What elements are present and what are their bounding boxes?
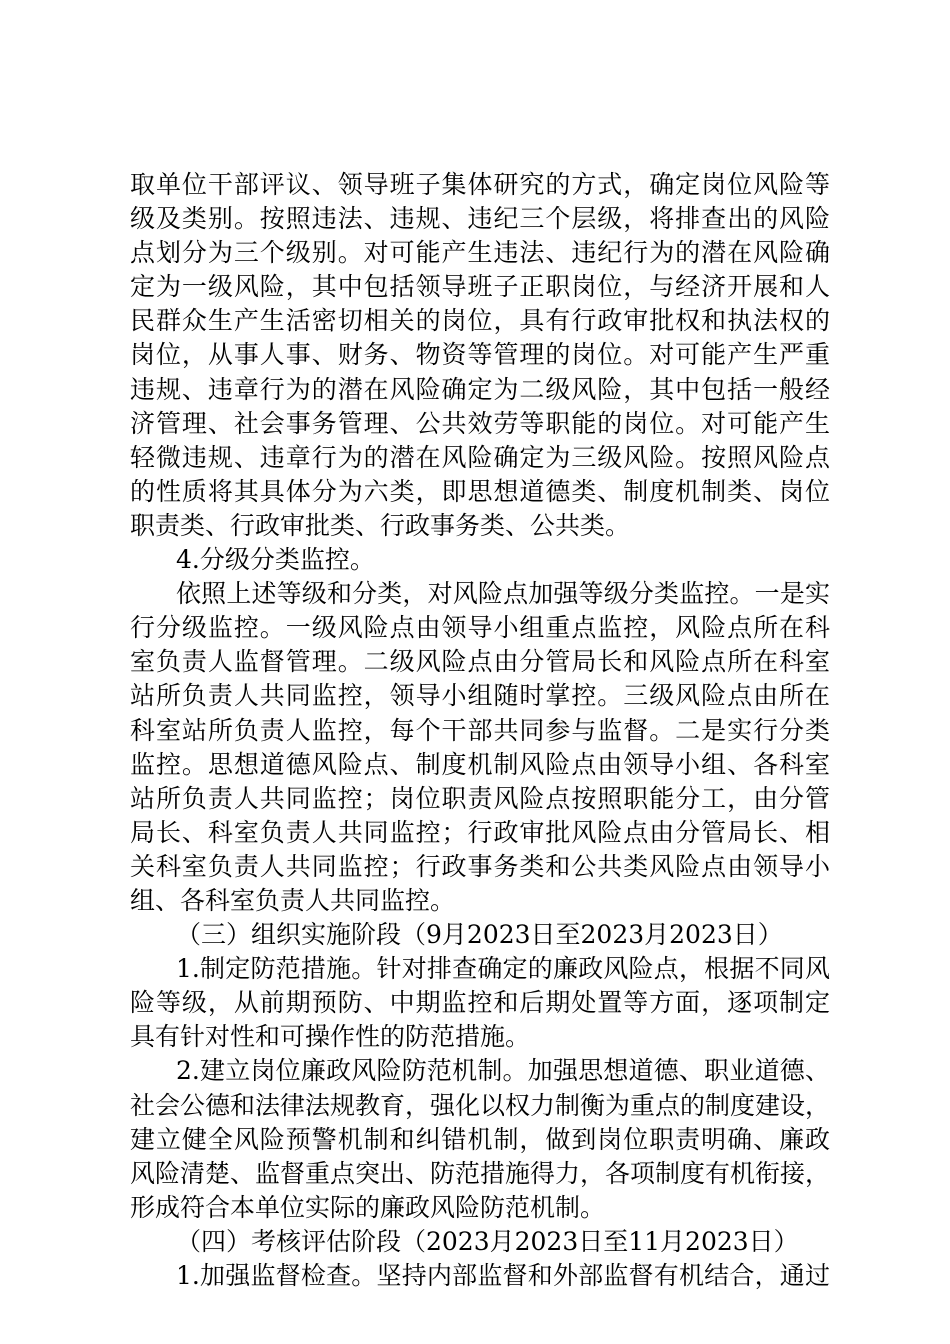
text-line: （三）组织实施阶段（9月2023日至2023月2023日） [176,920,783,950]
text-line: 级及类别。按照违法、违规、违纪三个层级，将排查出的风险 [130,204,830,234]
text-line: 局长、科室负责人共同监控；行政审批风险点由分管局长、相 [130,817,830,847]
text-line: 4.分级分类监控。 [176,545,375,575]
text-line: 科室站所负责人监控，每个干部共同参与监督。二是实行分类 [130,715,830,745]
document-body [130,168,830,1293]
paragraph-risk-levels [130,168,830,543]
heading-evaluation-stage [130,1225,830,1259]
text-line: 行分级监控。一级风险点由领导小组重点监控，风险点所在科 [130,613,830,643]
text-line: 轻微违规、违章行为的潜在风险确定为三级风险。按照风险点 [130,442,830,472]
text-line: 违规、违章行为的潜在风险确定为二级风险，其中包括一般经 [130,374,830,404]
text-line: 定为一级风险，其中包括领导班子正职岗位，与经济开展和人 [130,272,830,302]
paragraph-monitoring [130,577,830,918]
heading-implementation-stage [130,918,830,952]
text-line: 监控。思想道德风险点、制度机制风险点由领导小组、各科室 [130,749,830,779]
text-line: 民群众生产生活密切相关的岗位，具有行政审批权和执法权的 [130,306,830,336]
text-line: 1.制定防范措施。针对排查确定的廉政风险点，根据不同风 [176,954,830,984]
text-line: 站所负责人共同监控；岗位职责风险点按照职能分工，由分管 [130,783,830,813]
text-line: 依照上述等级和分类，对风险点加强等级分类监控。一是实 [176,579,830,609]
text-line: 关科室负责人共同监控；行政事务类和公共类风险点由领导小 [130,851,830,881]
text-line: 岗位，从事人事、财务、物资等管理的岗位。对可能产生严重 [130,340,830,370]
text-line: 具有针对性和可操作性的防范措施。 [130,1022,531,1052]
heading-grading-monitoring [130,543,830,577]
paragraph-prevention-mechanism [130,1054,830,1224]
text-line: 的性质将其具体分为六类，即思想道德类、制度机制类、岗位 [130,476,830,506]
text-line: 1.加强监督检查。坚持内部监督和外部监督有机结合，通过 [176,1261,830,1290]
text-line: 险等级，从前期预防、中期监控和后期处置等方面，逐项制定 [130,988,830,1018]
paragraph-supervision [130,1259,830,1293]
text-line: （四）考核评估阶段（2023月2023日至11月2023日） [176,1226,799,1256]
text-line: 风险清楚、监督重点突出、防范措施得力，各项制度有机衔接， [130,1158,830,1188]
text-line: 济管理、社会事务管理、公共效劳等职能的岗位。对可能产生 [130,408,830,438]
text-line: 室负责人监督管理。二级风险点由分管局长和风险点所在科室 [130,647,830,677]
text-line: 取单位干部评议、领导班子集体研究的方式，确定岗位风险等 [130,170,830,199]
text-line: 社会公德和法律法规教育，强化以权力制衡为重点的制度建设， [130,1090,830,1120]
text-line: 组、各科室负责人共同监控。 [130,885,456,915]
text-line: 站所负责人共同监控，领导小组随时掌控。三级风险点由所在 [130,681,830,711]
text-line: 职责类、行政审批类、行政事务类、公共类。 [130,510,631,540]
text-line: 形成符合本单位实际的廉政风险防范机制。 [130,1192,606,1222]
text-line: 建立健全风险预警机制和纠错机制，做到岗位职责明确、廉政 [130,1124,830,1154]
paragraph-prevention-measures [130,952,830,1054]
text-line: 2.建立岗位廉政风险防范机制。加强思想道德、职业道德、 [176,1056,830,1086]
text-line: 点划分为三个级别。对可能产生违法、违纪行为的潜在风险确 [130,238,830,268]
